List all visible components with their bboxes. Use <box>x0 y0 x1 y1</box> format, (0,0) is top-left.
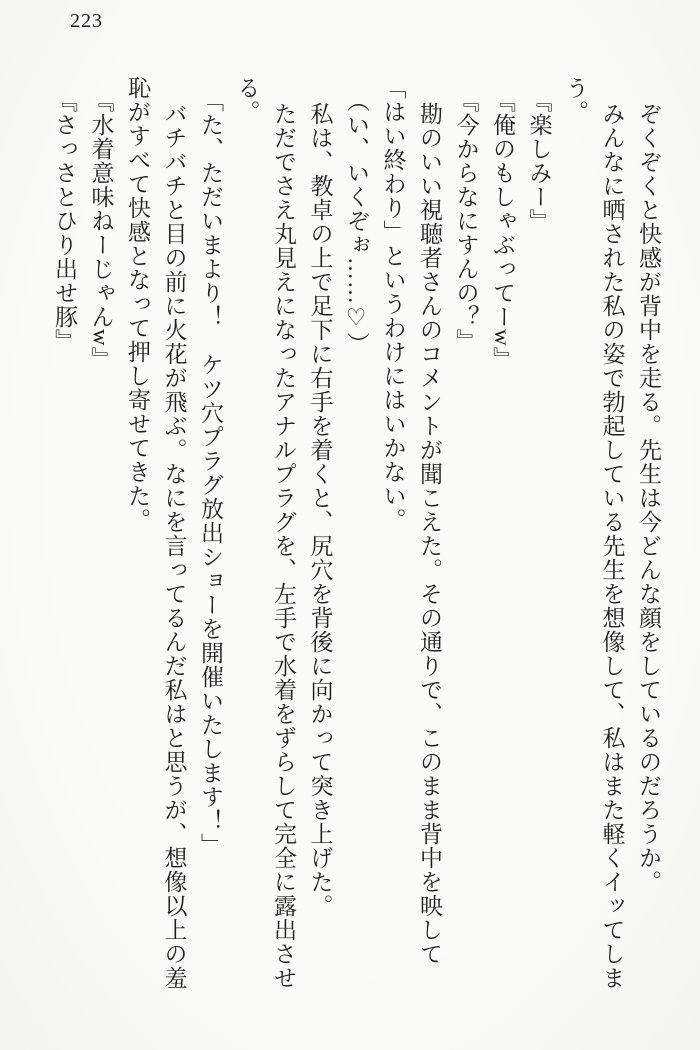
narration-line: 私は、教卓の上で足下に右手を着くと、尻穴を背後に向かって突き上げた。 <box>307 102 333 918</box>
narration-line: ただでさえ丸見えになったアナルプラグを、左手で水着をずらして完全に露出させる。 <box>234 76 296 990</box>
narration-line: 勘のいい視聴者さんのコメントが聞こえた。その通りで、このまま背中を映して「はい終わり」というわけにはいかない。 <box>380 76 442 966</box>
viewer-comment: 『楽しみー』 <box>526 89 552 233</box>
narration-line: バチバチと目の前に火花が飛ぶ。なにを言ってるんだ私はと思うが、想像以上の羞恥がすべて快感となって押し寄せてきた。 <box>125 76 187 990</box>
viewer-comment: 『俺のもしゃぶってーw』 <box>490 89 515 371</box>
viewer-comment: 『今からなにすんの？』 <box>453 89 479 353</box>
viewer-comment: 『さっさとひり出せ豚』 <box>52 89 77 353</box>
page-number: 223 <box>70 10 103 32</box>
narration-line: ぞくぞくと快感が背中を走る。先生は今どんな顔をしているのだろうか。 <box>636 102 661 894</box>
page-text <box>44 76 666 992</box>
viewer-comment: 『水着意味ねーじゃんw』 <box>88 89 114 371</box>
narration-line: みんなに晒された私の姿で勃起している先生を想像して、私はまた軽くイッてしまう。 <box>563 76 625 990</box>
inner-thought: （い、いくぞぉ……♡） <box>344 89 369 356</box>
spoken-dialogue: 「た、ただいまより！ ケツ穴プラグ放出ショーを開催いたします！」 <box>198 89 223 857</box>
